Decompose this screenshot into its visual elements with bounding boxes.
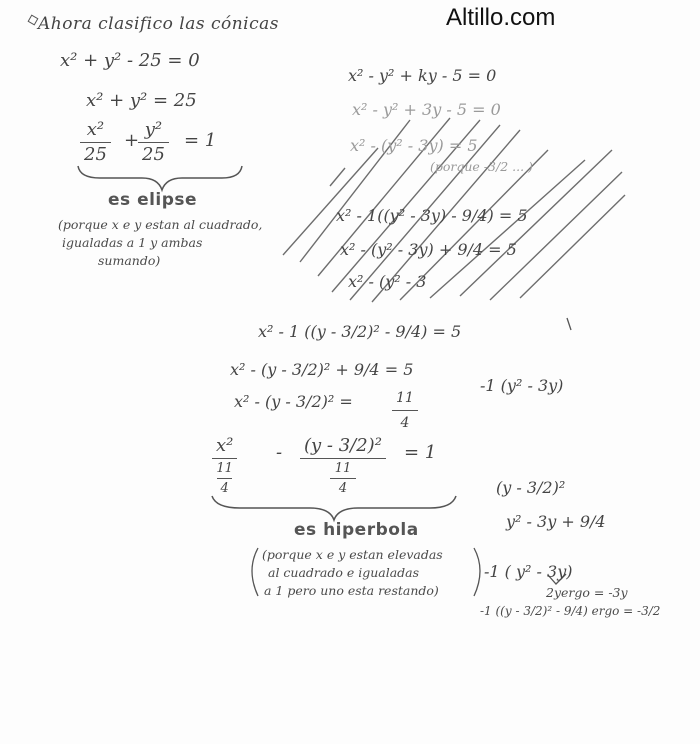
page-heading: Ahora clasifico las cónicas <box>38 14 279 34</box>
fraction-denominator: 4 <box>400 415 410 431</box>
hyperbola-rhs: = 1 <box>404 442 437 463</box>
ellipse-label: es elipse <box>108 190 198 210</box>
struck-side-note: (porque -3/2 ... ) <box>430 159 533 174</box>
fraction-sub-bar <box>330 478 356 479</box>
hyperbola-note-line-1: (porque x e y estan elevadas <box>262 547 443 562</box>
side-calc-6: -1 ((y - 3/2)² - 9/4) ergo = -3/2 <box>480 604 661 618</box>
hyperbola-note-line-2: al cuadrado e igualadas <box>268 565 420 580</box>
ellipse-eq-2: x² + y² = 25 <box>86 90 197 111</box>
fraction-denominator: 25 <box>142 144 165 165</box>
side-calc-3: y² - 3y + 9/4 <box>506 512 606 531</box>
fraction-numerator: (y - 3/2)² <box>304 435 382 456</box>
fraction-bar <box>212 458 237 459</box>
fraction-bar <box>138 142 169 143</box>
ellipse-eq-1: x² + y² - 25 = 0 <box>60 50 200 71</box>
right-eq-1: x² - y² + ky - 5 = 0 <box>348 66 497 85</box>
ellipse-rhs: = 1 <box>184 130 217 151</box>
hyperbola-fraction-y <box>300 436 386 496</box>
struck-line-2: x² - 1((y² - 3y) - 9/4) = 5 <box>336 206 528 225</box>
ellipse-note-line-3: sumando) <box>98 253 161 268</box>
fraction-numerator: 11 <box>396 390 414 406</box>
fraction-sub-numerator: 11 <box>334 461 352 476</box>
ellipse-note-line-2: igualadas a 1 y ambas <box>62 235 203 250</box>
fraction-numerator: x² <box>86 119 105 140</box>
fraction-numerator: y² <box>144 119 163 140</box>
side-calc-4: -1 ( y² - 3y) <box>484 562 573 581</box>
watermark: Altillo.com <box>446 4 556 31</box>
fraction-bar <box>80 142 111 143</box>
fraction-denominator: 25 <box>84 144 107 165</box>
fraction-sub-numerator: 11 <box>216 461 233 476</box>
side-calc-2: (y - 3/2)² <box>496 478 566 497</box>
struck-line-4: x² - (y² - 3 <box>348 272 427 291</box>
bullet-mark <box>28 15 39 26</box>
fraction-sub-bar <box>217 478 232 479</box>
hyperbola-fraction-x <box>212 436 237 496</box>
fraction-denominator: 4 <box>220 481 229 496</box>
fraction-denominator: 4 <box>338 481 348 496</box>
struck-line-3: x² - (y² - 3y) + 9/4 = 5 <box>340 240 517 259</box>
hyperbola-note-line-3: a 1 pero uno esta restando) <box>264 583 439 598</box>
fraction-numerator: x² <box>216 435 234 456</box>
hyperbola-label: es hiperbola <box>294 520 419 540</box>
minus-sign: - <box>276 442 283 463</box>
side-calc-5: 2yergo = -3y <box>546 585 628 600</box>
hyperbola-eq-3-fraction <box>392 388 418 433</box>
hyperbola-eq-1: x² - 1 ((y - 3/2)² - 9/4) = 5 <box>258 322 462 341</box>
hyperbola-eq-2: x² - (y - 3/2)² + 9/4 = 5 <box>230 360 414 379</box>
plus-sign: + <box>124 130 140 151</box>
ellipse-fraction-x <box>80 120 111 165</box>
right-eq-2: x² - y² + 3y - 5 = 0 <box>352 100 501 119</box>
ellipse-fraction-y <box>138 120 169 165</box>
fraction-bar <box>392 410 418 411</box>
struck-line-1: x² - (y² - 3y) = 5 <box>350 136 478 155</box>
ellipse-note-line-1: (porque x e y estan al cuadrado, <box>58 217 263 232</box>
hyperbola-eq-3: x² - (y - 3/2)² = <box>234 392 353 411</box>
side-calc-1: -1 (y² - 3y) <box>480 376 564 395</box>
fraction-bar <box>300 458 386 459</box>
